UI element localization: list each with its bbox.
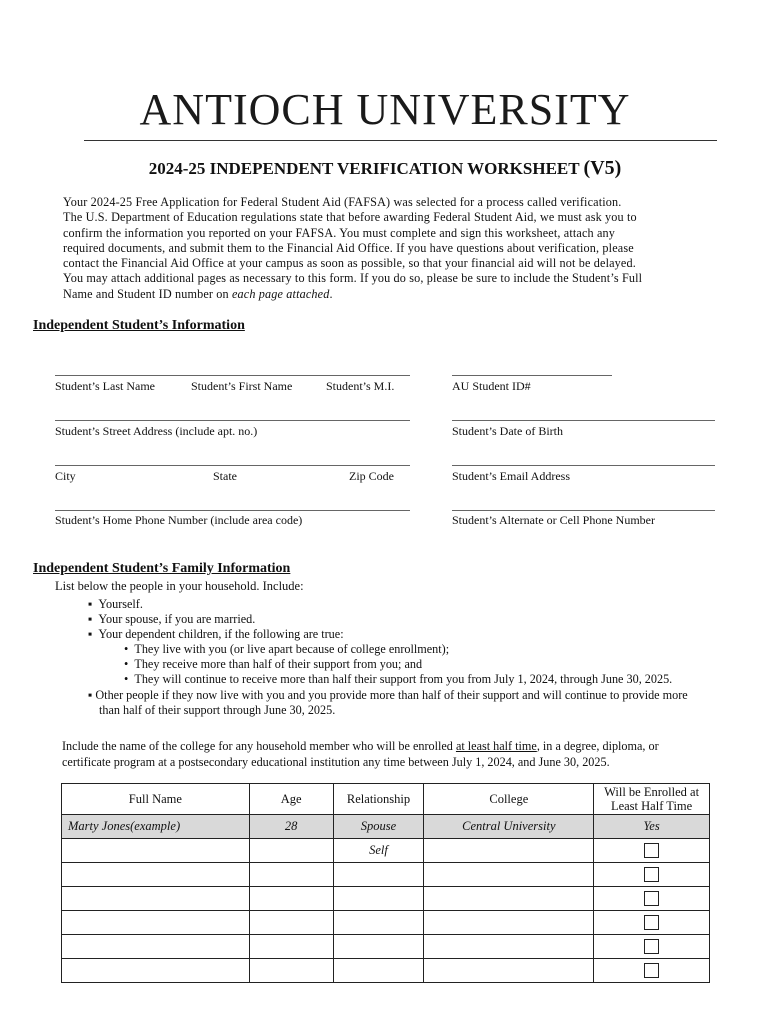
enrolled-checkbox[interactable] — [644, 891, 659, 906]
table-header-row — [62, 784, 710, 815]
age-cell[interactable] — [249, 959, 333, 983]
header-rule — [84, 140, 717, 141]
example-row — [62, 815, 710, 839]
street-label: Student’s Street Address (include apt. no.) — [55, 424, 258, 438]
city-state-zip-field-line[interactable] — [55, 465, 410, 466]
list-item: • They receive more than half of their support from you; and — [124, 657, 423, 672]
name-cell[interactable] — [62, 839, 250, 863]
college-cell[interactable] — [424, 935, 594, 959]
college-cell[interactable] — [424, 911, 594, 935]
col-header-age: Age — [249, 784, 333, 815]
title-text: 2024-25 INDEPENDENT VERIFICATION WORKSHEET — [148, 159, 580, 178]
age-cell[interactable] — [249, 839, 333, 863]
age-cell[interactable] — [249, 863, 333, 887]
table-row — [62, 935, 710, 959]
table-row — [62, 839, 710, 863]
enrolled-checkbox[interactable] — [644, 939, 659, 954]
zip-label: Zip Code — [349, 469, 394, 483]
state-label: State — [213, 469, 237, 483]
home-phone-field-line[interactable] — [55, 510, 410, 511]
enrolled-checkbox[interactable] — [644, 867, 659, 882]
half-time-emphasis: at least half time — [455, 739, 537, 753]
student-id-field-line[interactable] — [452, 375, 612, 376]
intro-emphasis: each page attached — [232, 286, 330, 301]
city-label: City — [55, 469, 76, 483]
enrolled-cell — [594, 911, 710, 935]
email-label: Student’s Email Address — [452, 469, 570, 483]
sub-bullet-list — [124, 642, 672, 688]
name-cell[interactable] — [62, 887, 250, 911]
name-cell[interactable] — [62, 935, 250, 959]
relationship-cell[interactable] — [333, 911, 424, 935]
list-item: • They will continue to receive more than half their support from you from July 1, 2024, through June 30, 2025. — [124, 672, 673, 687]
intro-line: Your 2024-25 Free Application for Federal Student Aid (FAFSA) was selected for a process called verification. — [63, 195, 622, 209]
include-instructions: Include the name of the college for any household member who will be enrolled at least half time, in a degree, diploma, or certificate program at a postsecondary educational institution any time between July 1, 2024, and June 30, 2025. — [62, 739, 659, 769]
enrolled-cell — [594, 959, 710, 983]
intro-line: Name and Student ID number on each page attached. — [63, 286, 333, 301]
last-name-label: Student’s Last Name — [55, 379, 155, 393]
mi-label: Student’s M.I. — [326, 379, 395, 393]
intro-line: required documents, and submit them to the Financial Aid Office. If you have questions about verification, please — [63, 240, 634, 255]
university-logo: ANTIOCH UNIVERSITY — [139, 85, 631, 134]
name-field-line[interactable] — [55, 375, 410, 376]
example-relationship: Spouse — [333, 815, 424, 839]
age-cell[interactable] — [249, 911, 333, 935]
dob-label: Student’s Date of Birth — [452, 424, 563, 438]
street-field-line[interactable] — [55, 420, 410, 421]
col-header-enrolled: Will be Enrolled at Least Half Time — [594, 784, 710, 815]
dob-field-line[interactable] — [452, 420, 715, 421]
household-intro: List below the people in your household. Include: — [55, 579, 304, 593]
enrolled-checkbox[interactable] — [644, 843, 659, 858]
relationship-cell[interactable] — [333, 935, 424, 959]
alt-phone-field-line[interactable] — [452, 510, 715, 511]
list-item: ▪ Your dependent children, if the following are true: — [88, 627, 344, 642]
relationship-cell[interactable] — [333, 887, 424, 911]
enrolled-cell — [594, 839, 710, 863]
example-age: 28 — [249, 815, 333, 839]
name-cell[interactable] — [62, 863, 250, 887]
page-title — [0, 157, 770, 180]
first-name-label: Student’s First Name — [191, 379, 293, 393]
enrolled-cell — [594, 863, 710, 887]
intro-line: The U.S. Department of Education regulations state that before awarding Federal Student Aid, we must ask you to — [63, 210, 637, 225]
enrolled-checkbox[interactable] — [644, 915, 659, 930]
list-item: ▪ Your spouse, if you are married. — [88, 612, 256, 627]
college-cell[interactable] — [424, 959, 594, 983]
version-label: (V5) — [583, 157, 622, 179]
alt-phone-label: Student’s Alternate or Cell Phone Number — [452, 513, 655, 527]
name-cell[interactable] — [62, 911, 250, 935]
intro-line: You may attach additional pages as necessary to this form. If you do so, please be sure to include the Student’s Full — [63, 271, 643, 286]
email-field-line[interactable] — [452, 465, 715, 466]
enrolled-cell — [594, 887, 710, 911]
table-row — [62, 887, 710, 911]
intro-line: confirm the information you reported on your FAFSA. You must complete and sign this worksheet, attach any — [63, 225, 616, 240]
intro-paragraph — [63, 195, 713, 302]
age-cell[interactable] — [249, 887, 333, 911]
name-cell[interactable] — [62, 959, 250, 983]
home-phone-label: Student’s Home Phone Number (include area code) — [55, 513, 303, 527]
list-item: • They live with you (or live apart because of college enrollment); — [124, 642, 450, 656]
family-info-heading: Independent Student’s Family Information — [33, 561, 291, 576]
bullet-list — [88, 597, 344, 643]
relationship-cell[interactable] — [333, 959, 424, 983]
table-row — [62, 863, 710, 887]
table-row — [62, 959, 710, 983]
relationship-cell: Self — [333, 839, 424, 863]
col-header-relationship: Relationship — [333, 784, 424, 815]
example-enrolled: Yes — [594, 815, 710, 839]
col-header-name: Full Name — [62, 784, 250, 815]
intro-line: contact the Financial Aid Office at your campus as soon as possible, so that your financial aid will not be delayed. — [63, 256, 636, 271]
college-cell[interactable] — [424, 839, 594, 863]
example-name: Marty Jones(example) — [62, 815, 250, 839]
relationship-cell[interactable] — [333, 863, 424, 887]
household-table — [61, 783, 710, 983]
student-id-label: AU Student ID# — [452, 379, 531, 393]
age-cell[interactable] — [249, 935, 333, 959]
enrolled-cell — [594, 935, 710, 959]
student-info-heading: Independent Student’s Information — [33, 318, 245, 333]
list-item: ▪ Yourself. — [88, 597, 143, 611]
college-cell[interactable] — [424, 863, 594, 887]
enrolled-checkbox[interactable] — [644, 963, 659, 978]
col-header-college: College — [424, 784, 594, 815]
example-college: Central University — [424, 815, 594, 839]
table-row — [62, 911, 710, 935]
college-cell[interactable] — [424, 887, 594, 911]
list-item: ▪ Other people if they now live with you and you provide more than half of their support and will continue to provide more than half of their support through June 30, 2025. — [88, 688, 688, 718]
